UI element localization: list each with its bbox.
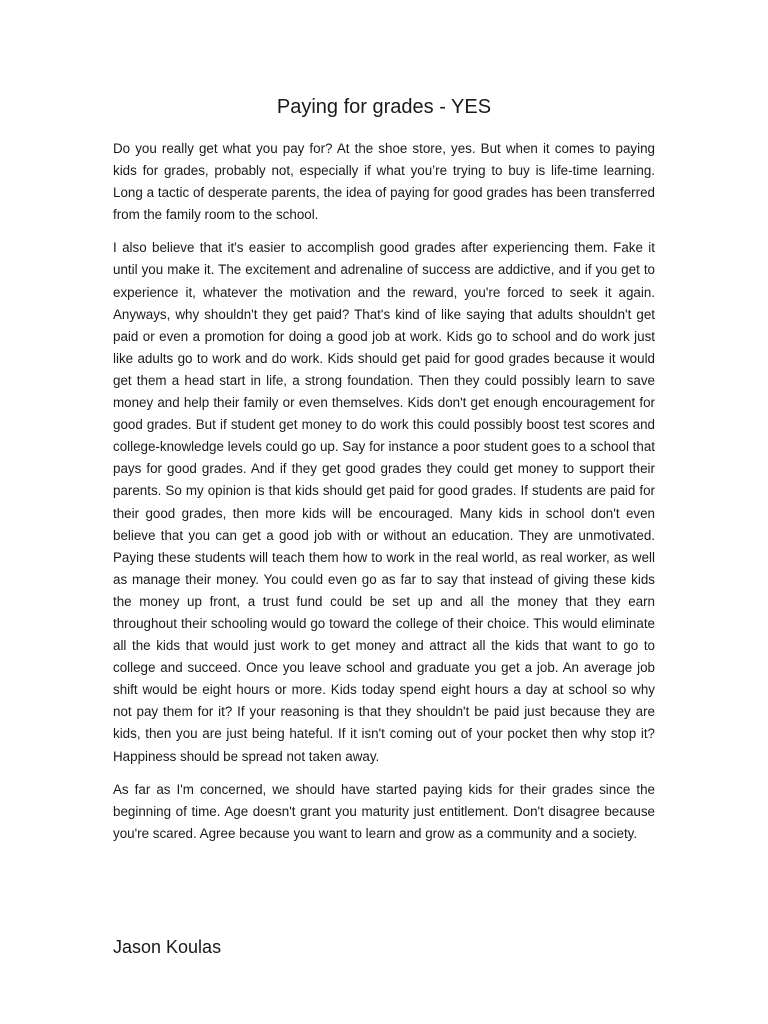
paragraph-argument: I also believe that it's easier to accomplish good grades after experiencing them. Fake it until you make it. The excitement and adrenaline of success are addictive, and if you get to experience it, whatever the motivation and the reward, you're forced to seek it again. Anyways, why shouldn't they get paid? That's kind of like saying that adults shouldn't get paid or even a promotion for doing a good job at work. Kids go to school and do work just like adults go to work and do work. Kids should get paid for good grades because it would get them a head start in life, a strong foundation. Then they could possibly learn to save money and help their family or even themselves. Kids don't get enough encouragement for good grades. But if student get money to do work this could possibly boost test scores and college-knowledge levels could go up. Say for instance a poor student goes to a school that pays for good grades. And if they get good grades they could get money to support their parents. So my opinion is that kids should get paid for good grades. If students are paid for their good grades, then more kids will be encouraged. Many kids in school don't even believe that you can get a good job with or without an education. They are unmotivated. Paying these students will teach them how to work in the real world, as real worker, as well as manage their money. You could even go as far to say that instead of giving these kids the money up front, a trust fund could be set up and all the money that they earn throughout their schooling would go toward the college of their choice. This would eliminate all the kids that would just work to get money and attract all the kids that want to go to college and succeed. Once you leave school and graduate you get a job. An average job shift would be eight hours or more. Kids today spend eight hours a day at school so why not pay them for it? If your reasoning is that they shouldn't be paid just because they are kids, then you are just being hateful. If it isn't coming out of your pocket then why stop it? Happiness should be spread not taken away. <box>113 240 655 764</box>
essay-body <box>113 138 655 856</box>
author-signature: Jason Koulas <box>113 937 222 957</box>
paragraph-conclusion: As far as I'm concerned, we should have started paying kids for their grades since the beginning of time. Age doesn't grant you maturity just entitlement. Don't disagree because you're scared. Agree because you want to learn and grow as a community and a society. <box>113 781 655 841</box>
paragraph-intro: Do you really get what you pay for? At the shoe store, yes. But when it comes to paying kids for grades, probably not, especially if what you’re trying to buy is life-time learning. Long a tactic of desperate parents, the idea of paying for good grades has been transferred from the family room to the school. <box>113 141 655 223</box>
page-title: Paying for grades - YES <box>276 96 492 118</box>
